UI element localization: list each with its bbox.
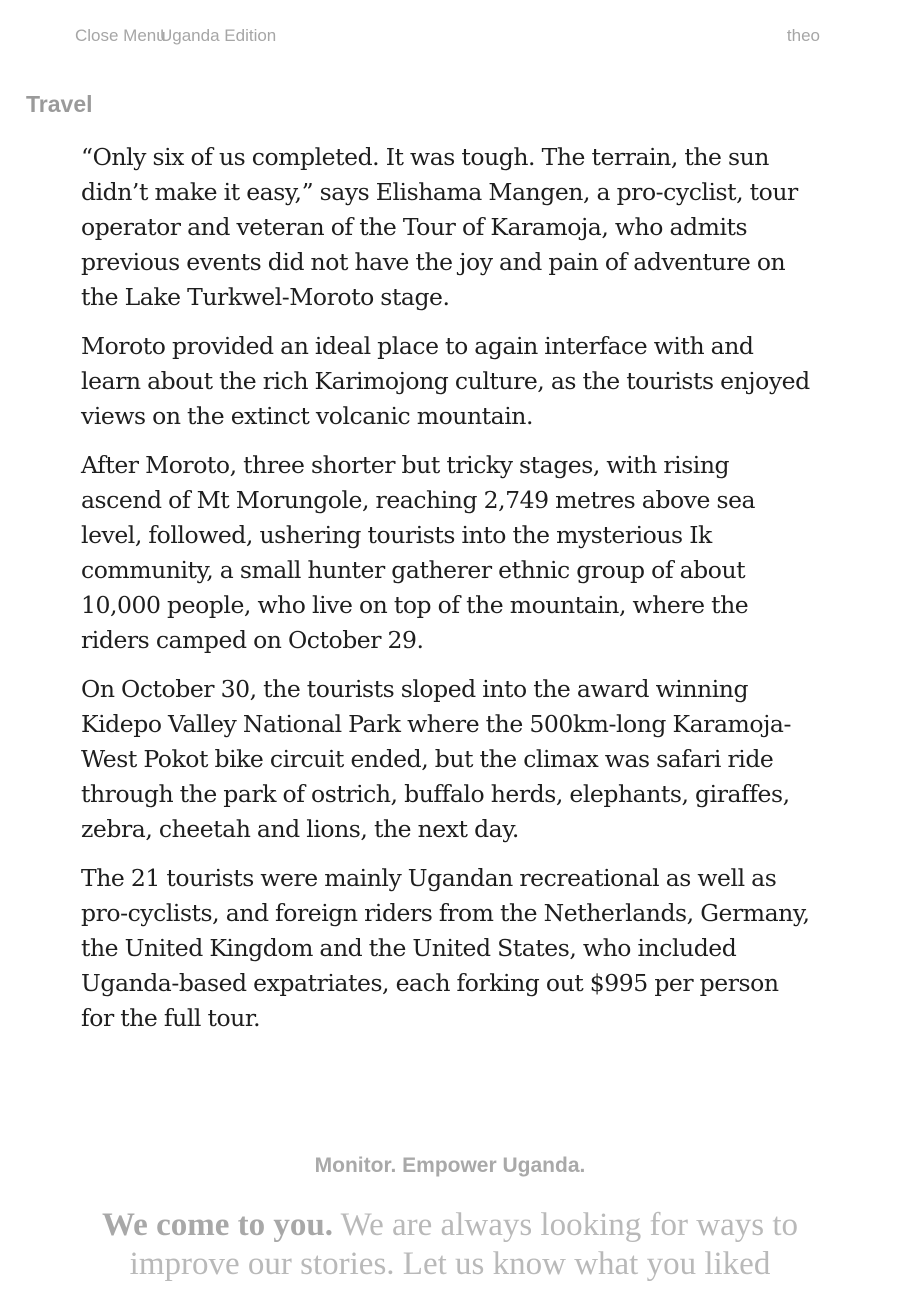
feedback-prompt (100, 1206, 800, 1284)
edition-selector[interactable]: Uganda Edition (160, 26, 277, 45)
feedback-text: We are always looking for ways to improve our stories. Let us know what you liked (129, 1207, 798, 1282)
user-account-link[interactable]: theo (786, 26, 820, 45)
article-paragraph: On October 30, the tourists sloped into the award winning Kidepo Valley National Park where the 500km-long Karamoja-West Pokot bike circuit ended, but the climax was safari ride through the park of ostrich, buffalo herds, elephants, giraffes, zebra, cheetah and lions, the next day. (81, 675, 791, 843)
feedback-lead: We come to you. (102, 1207, 333, 1243)
top-bar (75, 26, 820, 50)
article-paragraph: Moroto provided an ideal place to again interface with and learn about the rich Karimojong culture, as the tourists enjoyed views on the extinct volcanic mountain. (81, 332, 810, 430)
close-menu-button[interactable]: Close Menu (75, 26, 166, 45)
article-paragraph: The 21 tourists were mainly Ugandan recreational as well as pro-cyclists, and foreign riders from the Netherlands, Germany, the United Kingdom and the United States, who included Uganda-based expatriates, each forking out $995 per person for the full tour. (81, 864, 810, 1032)
section-label-travel[interactable]: Travel (26, 91, 93, 117)
article-paragraph: After Moroto, three shorter but tricky stages, with rising ascend of Mt Morungole, reaching 2,749 metres above sea level, followed, ushering tourists into the mysterious Ik community, a small hunter gatherer ethnic group of about 10,000 people, who live on top of the mountain, where the riders camped on October 29. (81, 451, 756, 654)
article-paragraph: “Only six of us completed. It was tough. The terrain, the sun didn’t make it easy,” says Elishama Mangen, a pro-cyclist, tour operator and veteran of the Tour of Karamoja, who admits previous events did not have the joy and pain of adventure on the Lake Turkwel-Moroto stage. (81, 143, 798, 311)
footer-tagline: Monitor. Empower Uganda. (314, 1154, 586, 1177)
article-body (81, 140, 816, 1050)
